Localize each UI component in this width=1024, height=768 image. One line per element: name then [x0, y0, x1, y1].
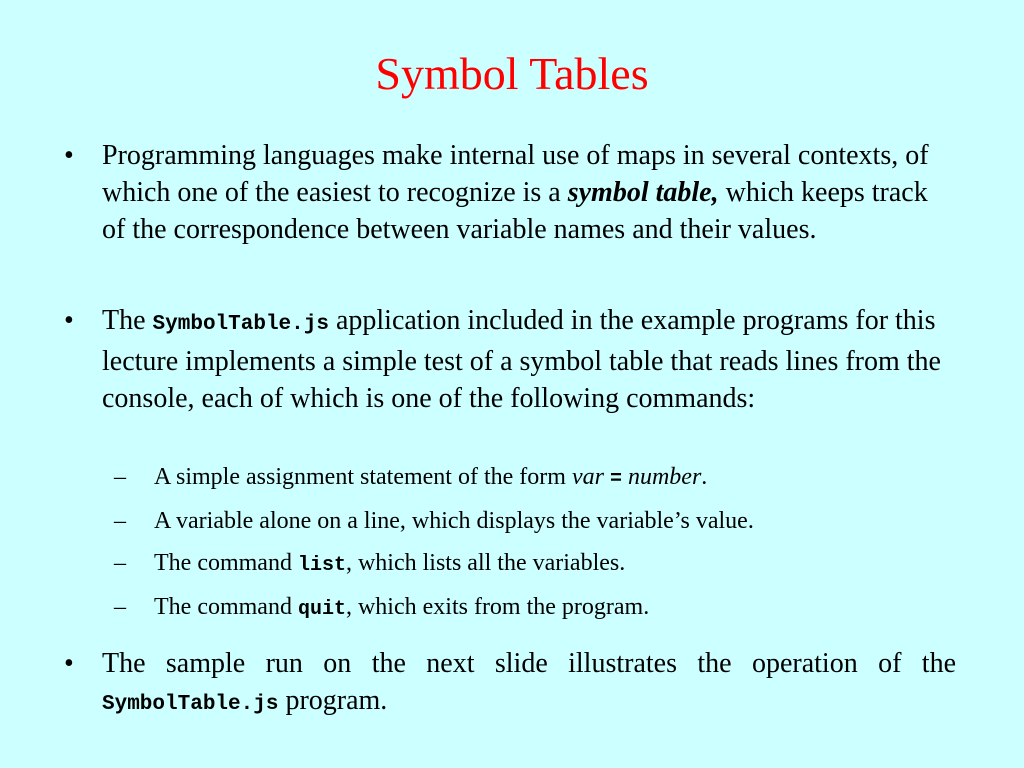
subitem-text: , which exits from the program. — [345, 594, 650, 620]
bullet-application-description — [64, 302, 956, 417]
slide-title: Symbol Tables — [375, 48, 649, 99]
subitem-variable-display — [114, 506, 984, 536]
dash-icon: – — [114, 594, 126, 620]
subitem-text: The command — [154, 594, 298, 620]
bullet-text: application included in the example programs for this lecture implements a simple test of a symbol table that reads lines from the console, each of which is one of the following commands: — [102, 305, 941, 414]
subitem-quit-command — [114, 592, 984, 625]
bullet-text: Programming languages make internal use of maps in several contexts, of which one of the easiest to recognize is a — [102, 140, 929, 208]
bullet-text: program. — [278, 685, 388, 716]
subitem-list-command — [114, 548, 984, 581]
subitem-text: A simple assignment statement of the form — [154, 464, 572, 490]
subitem-assignment — [114, 462, 984, 495]
bullet-text: which keeps track of the correspondence between variable names and their values. — [102, 177, 928, 245]
subitem-text: A variable alone on a line, which displays the variable’s value. — [154, 508, 754, 534]
subitem-text: . — [701, 464, 708, 490]
equals-operator: = — [609, 468, 622, 491]
emphasis-term: symbol table, — [567, 177, 719, 208]
dash-icon: – — [114, 508, 126, 534]
bullet-icon: • — [64, 648, 74, 679]
bullet-icon: • — [64, 305, 74, 336]
code-filename: SymbolTable.js — [152, 313, 329, 336]
bullet-text: The sample run on the next slide illustrates the operation of the — [102, 648, 956, 679]
subitem-text: The command — [154, 550, 298, 576]
code-command: list — [297, 554, 346, 577]
dash-icon: – — [114, 550, 126, 576]
bullet-sample-run — [64, 645, 956, 723]
var-placeholder: var — [571, 464, 604, 490]
number-placeholder: number — [627, 464, 702, 490]
dash-icon: – — [114, 464, 126, 490]
code-filename: SymbolTable.js — [102, 693, 279, 716]
bullet-symbol-table-intro — [64, 137, 956, 248]
bullet-icon: • — [64, 140, 74, 171]
bullet-text: The — [102, 305, 153, 336]
subitem-text: , which lists all the variables. — [345, 550, 626, 576]
code-command: quit — [297, 598, 346, 621]
